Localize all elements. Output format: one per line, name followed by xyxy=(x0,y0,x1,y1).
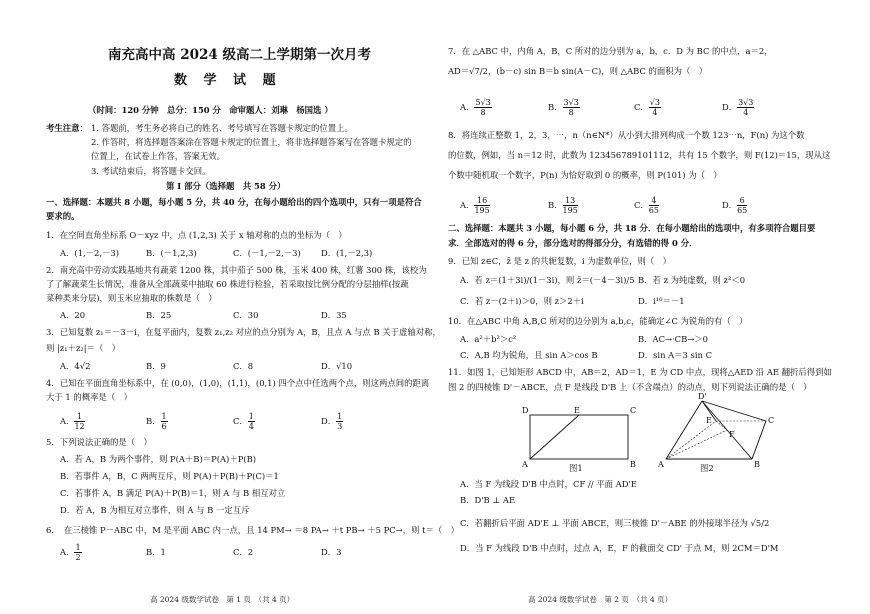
q4-option-a: A． $\frac{1}{12}$ xyxy=(60,412,85,431)
q8-stem-line1: 8．将连续正整数 1，2，3，⋯，n（n∈N*）从小到大排列构成一个数 123⋯n，F(n) 为这个数 xyxy=(448,130,805,140)
q9-option-b: B．若 z 为纯虚数，则 z²＜0 xyxy=(638,275,746,285)
base-abce xyxy=(666,421,766,459)
q10-option-a: A．a²＋b²＞c² xyxy=(460,334,517,344)
q2-option-c: C．30 xyxy=(233,310,259,320)
q11-option-b: B．D'B ⊥ AE xyxy=(460,495,516,505)
edge-d-a xyxy=(666,401,702,459)
q11-option-d: D．当 F 为线段 D'B 中点时，过点 A，E，F 的截面交 CD' 于点 M，则 2CM＝D'M xyxy=(460,543,779,553)
svg-text:D: D xyxy=(522,406,529,415)
q3-option-a: A．4√2 xyxy=(60,361,91,371)
rect-abcd xyxy=(530,415,628,459)
fraction: $\frac{16}{195}$ xyxy=(474,196,490,215)
q11-stem-line1: 11．如图 1，已知矩形 ABCD 中，AB＝2，AD＝1，E 为 CD 中点，现将△AED 沿 AE 翻折后得到如 xyxy=(448,367,832,377)
q7-stem-line1: 7．在 △ABC 中，内角 A，B，C 所对的边分别为 a，b，c．D 为 BC 的中点，a＝2， xyxy=(448,46,773,56)
fraction: $\frac{1}{2}$ xyxy=(75,543,81,562)
q11-option-c: C．若翻折后平面 AD'E ⊥ 平面 ABCE，则三棱锥 D'－ABE 的外接球半径为 √5/2 xyxy=(460,518,770,528)
q3-option-c: C．8 xyxy=(233,361,254,371)
fraction: $\frac{3√3}{4}$ xyxy=(738,98,754,117)
exam-info: （时间：120 分钟 总分：150 分 命审题人：刘琳 杨国选 ） xyxy=(88,105,333,115)
section2-header-line2: 求．全部选对的得 6 分，部分选对的得部分分，有选错的得 0 分． xyxy=(448,238,698,248)
section2-header-line1: 二、选择题：本题共 3 小题，每小题 6 分，共 18 分．在每小题给出的选项中，有多项符合题目要 xyxy=(448,223,816,233)
page-footer: 高 2024 级数学试卷 第 1 页 （共 4 页） xyxy=(150,595,295,604)
fraction: $\frac{4}{65}$ xyxy=(648,196,659,215)
q6-option-b: B．1 xyxy=(146,547,166,557)
q6-option-a: A． $\frac{1}{2}$ xyxy=(60,543,81,562)
q3-stem-line1: 3．已知复数 z₁＝－3－i，在复平面内，复数 z₁,z₂ 对应的点分别为 A，B，且点 A 与点 B 关于虚轴对称， xyxy=(46,327,441,337)
q1-option-d: D．(1,－2,3) xyxy=(321,248,373,258)
q1-option-a: A．(1,－2,－3) xyxy=(60,248,120,258)
svg-text:E: E xyxy=(706,416,712,425)
fraction: $\frac{1}{6}$ xyxy=(161,412,167,431)
q9-option-a: A．若 z＝(1＋3i)/(1－3i)，则 z̄＝(－4－3i)/5 xyxy=(460,275,635,285)
q7-option-c: C． $\frac{√3}{4}$ xyxy=(634,98,660,117)
q5-option-d: D．若 A，B 为相互对立事件，则 A 与 B 一定互斥 xyxy=(60,505,250,515)
subject-title: 数 学 试 题 xyxy=(174,73,282,88)
svg-text:C: C xyxy=(768,416,775,425)
svg-text:C: C xyxy=(630,406,637,415)
segment-ae xyxy=(530,415,579,459)
svg-text:A: A xyxy=(522,460,528,469)
fraction: $\frac{1}{12}$ xyxy=(74,412,85,431)
q8-option-c: C． $\frac{4}{65}$ xyxy=(634,196,659,215)
notice-2-cont: 位置上，在试卷上作答，答案无效。 xyxy=(91,151,225,161)
fraction: $\frac{13}{195}$ xyxy=(562,196,578,215)
q2-stem-line3: 菜种类来分层)，则玉米应抽取的株数是（ ） xyxy=(46,293,217,303)
q9-option-d: D．i¹⁰＝－1 xyxy=(638,296,685,306)
q10-option-d: D．sin A＝3 sin C xyxy=(638,350,712,360)
q7-stem-line2: AD＝√7/2，(b－c) sin B＝b sin(A－C)，则 △ABC 的面积为（ ） xyxy=(448,66,708,76)
q5-stem: 5．下列说法正确的是（ ） xyxy=(46,437,152,447)
fraction: $\frac{6}{65}$ xyxy=(737,196,748,215)
q1-option-b: B．(－1,2,3) xyxy=(146,248,197,258)
q6-option-c: C．2 xyxy=(233,547,254,557)
q8-option-d: D． $\frac{6}{65}$ xyxy=(722,196,748,215)
figure-1-caption: 图1 xyxy=(569,463,583,473)
q9-option-c: C．若 z－(2＋i)＞0，则 z＞2＋i xyxy=(460,296,584,306)
notice-2: 2. 作答时，将选择题答案涂在答题卡规定的位置上，将非选择题答案写在答题卡规定的 xyxy=(91,137,412,147)
svg-text:E: E xyxy=(574,406,580,415)
part1-title: 第 I 部分（选择题 共 58 分） xyxy=(166,181,286,191)
q8-option-a: A． $\frac{16}{195}$ xyxy=(460,196,490,215)
fraction: $\frac{5√3}{8}$ xyxy=(475,98,491,117)
q6-option-d: D．3 xyxy=(321,547,342,557)
q10-option-b: B．AC→·CB→＞0 xyxy=(638,334,708,344)
q2-option-a: A．20 xyxy=(60,310,86,320)
fraction: $\frac{1}{3}$ xyxy=(337,412,343,431)
q1-option-c: C．(－1,－2,－3) xyxy=(233,248,301,258)
q4-stem-line1: 4．已知在平面直角坐标系中，在 (0,0)，(1,0)，(1,1)，(0,1) 四个点中任选两个点，则这两点间的距离 xyxy=(46,378,430,388)
q2-option-b: B．25 xyxy=(146,310,172,320)
q3-option-d: D．√10 xyxy=(321,361,353,371)
q3-stem-line2: 则 |z₁＋z₂|＝（ ） xyxy=(46,343,121,353)
svg-text:A: A xyxy=(658,460,664,469)
notice-1: 1. 答题前，考生务必将自己的姓名、考号填写在答题卡规定的位置上。 xyxy=(91,123,353,133)
page-2 xyxy=(438,0,870,614)
q8-stem-line2: 的位数，例如，当 n＝12 时，此数为 123456789101112，共有 15 个数字，则 F(12)＝15，现从这 xyxy=(448,150,831,160)
q2-stem-line1: 2．南充高中劳动实践基地共有蔬菜 1200 株，其中茄子 500 株，玉米 400 株，红薯 300 株，该校为 xyxy=(46,265,427,275)
q10-option-c: C．A,B 均为锐角，且 sin A＞cos B xyxy=(460,350,598,360)
figure-2-caption: 图2 xyxy=(700,463,714,473)
section1-header-line2: 要求的。 xyxy=(46,211,80,221)
q4-stem-line2: 大于 1 的概率是（ ） xyxy=(46,392,133,402)
fraction: $\frac{3√3}{8}$ xyxy=(563,98,579,117)
figure-2-pyramid xyxy=(658,393,778,471)
svg-text:B: B xyxy=(630,460,636,469)
q11-option-a: A．当 F 为线段 D'B 中点时，CF // 平面 AD'E xyxy=(460,479,637,489)
exam-title: 南充高中高 2024 级高二上学期第一次月考 xyxy=(108,47,371,63)
q5-option-c: C．若事件 A，B 满足 P(A)＋P(B)＝1，则 A 与 B 相互对立 xyxy=(60,488,286,498)
svg-text:D': D' xyxy=(698,392,707,401)
q10-stem: 10．在△ABC 中角 A,B,C 所对的边分别为 a,b,c，能确定∠C 为锐角的有（ ） xyxy=(448,316,748,326)
q5-option-b: B．若事件 A，B，C 两两互斥，则 P(A)＋P(B)＋P(C)＝1 xyxy=(60,471,279,481)
section1-header-line1: 一、选择题：本题共 8 小题，每小题 5 分，共 40 分，在每小题给出的四个选项中，只有一项是符合 xyxy=(46,197,422,207)
q7-option-b: B． $\frac{3√3}{8}$ xyxy=(548,98,579,117)
q7-option-d: D． $\frac{3√3}{4}$ xyxy=(722,98,754,117)
notice-3: 3. 考试结束后，将答题卡交回。 xyxy=(91,166,211,176)
q5-option-a: A．若 A，B 为两个事件，则 P(A＋B)＝P(A)＋P(B) xyxy=(60,454,257,464)
q9-stem: 9．已知 z∈C，z̄ 是 z 的共轭复数，i 为虚数单位，则（ ） xyxy=(448,256,672,266)
svg-text:B: B xyxy=(754,460,760,469)
notice-label: 考生注意： xyxy=(46,123,88,133)
q1-stem: 1．在空间直角坐标系 O－xyz 中，点 (1,2,3) 关于 x 轴对称的点的坐标为（ ） xyxy=(46,230,347,240)
q3-option-b: B．9 xyxy=(146,361,166,371)
fraction: $\frac{√3}{4}$ xyxy=(649,98,660,117)
q4-option-d: D． $\frac{1}{3}$ xyxy=(321,412,343,431)
q2-stem-line2: 了了解蔬菜生长情况，准备从全部蔬菜中抽取 60 株进行检验，若采取按比例分配的分层抽样(按蔬 xyxy=(46,279,409,289)
q2-option-d: D．35 xyxy=(321,310,347,320)
q4-option-c: C． $\frac{1}{4}$ xyxy=(233,412,254,431)
q8-option-b: B． $\frac{13}{195}$ xyxy=(548,196,578,215)
q6-stem: 6． 在三棱锥 P－ABC 中，M 是平面 ABC 内一点，且 14 PM→ ＝8 PA→ ＋t PB→ ＋5 PC→，则 t＝（ ） xyxy=(46,525,459,535)
q11-stem-line2: 图 2 的四棱锥 D'－ABCE，点 F 是线段 D'B 上（不含端点）的动点，则下列说法正确的是（ ） xyxy=(448,382,812,392)
q7-option-a: A． $\frac{5√3}{8}$ xyxy=(460,98,491,117)
page-footer: 高 2024 级数学试卷 第 2 页 （共 4 页） xyxy=(528,595,673,604)
svg-text:F: F xyxy=(729,430,735,439)
q8-stem-line3: 个数中随机取一个数字，P(n) 为恰好取到 0 的概率，则 P(101) 为（ ） xyxy=(448,170,722,180)
fraction: $\frac{1}{4}$ xyxy=(248,412,254,431)
q4-option-b: B． $\frac{1}{6}$ xyxy=(146,412,167,431)
